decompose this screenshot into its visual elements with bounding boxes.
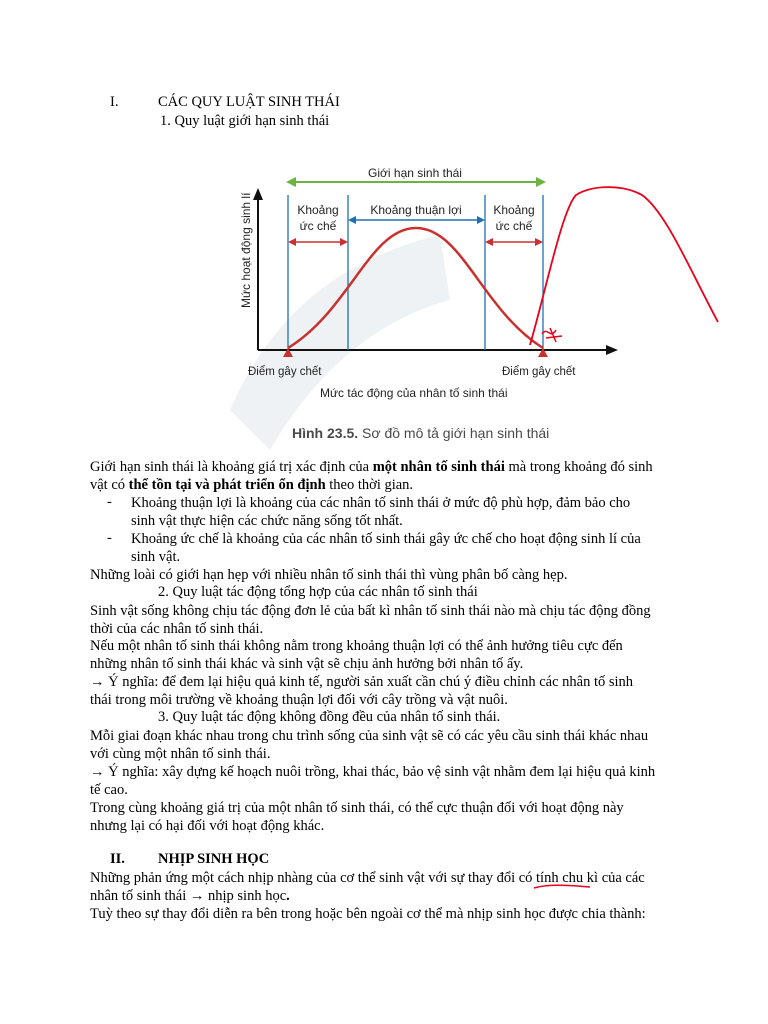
paragraph-negative-effect: Nếu một nhân tố sinh thái không nằm trong khoảng thuận lợi có thể ảnh hưởng tiêu cực đến những nhân tố sinh thái khác và sinh vật sẽ chịu ảnh hưởng bởi nhân tố ấy.: [90, 638, 623, 672]
section-numeral: I.: [110, 94, 119, 110]
right-zone-label-1: Khoảng: [493, 203, 535, 217]
paragraph-same-range: Trong cùng khoảng giá trị của một nhân tố sinh thái, có thể cực thuận đối với hoạt động này nhưng lại có hại đối với hoạt động khác.: [90, 800, 624, 834]
paragraph-definition: Giới hạn sinh thái là khoảng giá trị xác định của một nhân tố sinh thái mà trong khoảng đó sinh vật có thể tồn tại và phát triển ổn định theo thời gian.: [90, 459, 653, 493]
section-title: NHỊP SINH HỌC: [158, 851, 270, 867]
subheading-1: 1. Quy luật giới hạn sinh thái: [160, 113, 330, 129]
bullet-favorable: Khoảng thuận lợi là khoảng của các nhân tố sinh thái ở mức độ phù hợp, đảm bảo cho sinh vật thực hiện các chức năng sống tốt nhất.: [131, 495, 631, 529]
right-zone-label-2: ức chế: [495, 219, 533, 233]
paragraph-meaning-2: → Ý nghĩa: xây dựng kế hoạch nuôi trồng, khai thác, bảo vệ sinh vật nhằm đem lại hiệu quả kinh tế cao.: [90, 764, 656, 798]
figure-caption: Hình 23.5. Sơ đồ mô tả giới hạn sinh thái: [292, 425, 550, 441]
middle-zone-label: Khoảng thuận lợi: [370, 203, 462, 217]
paragraph-life-stages: Mỗi giai đoạn khác nhau trong chu trình sống của sinh vật sẽ có các yêu cầu sinh thái khác nhau với cùng một nhân tố sinh thái.: [90, 728, 649, 762]
handwritten-curve: [530, 187, 718, 345]
paragraph-narrow-range: Những loài có giới hạn hẹp với nhiều nhân tố sinh thái thì vùng phân bố càng hẹp.: [90, 567, 568, 583]
subheading-2: 2. Quy luật tác động tổng hợp của các nhân tố sinh thái: [158, 584, 478, 600]
subheading-3: 3. Quy luật tác động không đồng đều của nhân tố sinh thái.: [158, 709, 501, 725]
paragraph-classification: Tuỳ theo sự thay đổi diễn ra bên trong hoặc bên ngoài cơ thể mà nhịp sinh học được chia thành:: [90, 906, 646, 922]
paragraph-biorhythm: Những phản ứng một cách nhịp nhàng của cơ thể sinh vật với sự thay đổi có tính chu kì của các nhân tố sinh thái → nhịp sinh học.: [90, 870, 645, 904]
top-label: Giới hạn sinh thái: [368, 166, 462, 180]
paragraph-meaning-1: → Ý nghĩa: để đem lại hiệu quả kinh tế, người sản xuất cần chú ý điều chỉnh các nhân tố sinh thái trong môi trường về khoảng thuận lợi đối với cây trồng và vật nuôi.: [90, 674, 634, 708]
paragraph-combined: Sinh vật sống không chịu tác động đơn lẻ của bất kì nhân tố sinh thái nào mà chịu tác động đồng thời của các nhân tố sinh thái.: [90, 603, 651, 637]
y-axis-label: Mức hoạt động sinh lí: [239, 192, 253, 308]
bullet-dash: -: [107, 530, 112, 546]
x-axis-label: Mức tác động của nhân tố sinh thái: [320, 386, 508, 400]
section-numeral: II.: [110, 851, 125, 867]
left-lethal-point: Điểm gây chết: [248, 366, 322, 378]
right-lethal-point: Điểm gây chết: [502, 366, 576, 378]
bullet-dash: -: [107, 494, 112, 510]
underlined-phrase: tính chu kì: [536, 870, 599, 886]
bullet-inhibition: Khoảng ức chế là khoảng của các nhân tố sinh thái gây ức chế cho hoạt động sinh lí của sinh vật.: [131, 531, 641, 565]
left-zone-label-1: Khoảng: [297, 203, 339, 217]
handwritten-scribble: [542, 328, 562, 342]
section-title: CÁC QUY LUẬT SINH THÁI: [158, 94, 340, 110]
left-zone-label-2: ức chế: [299, 219, 337, 233]
watermark-logo: [230, 235, 450, 450]
ecological-limit-figure: [230, 150, 730, 450]
